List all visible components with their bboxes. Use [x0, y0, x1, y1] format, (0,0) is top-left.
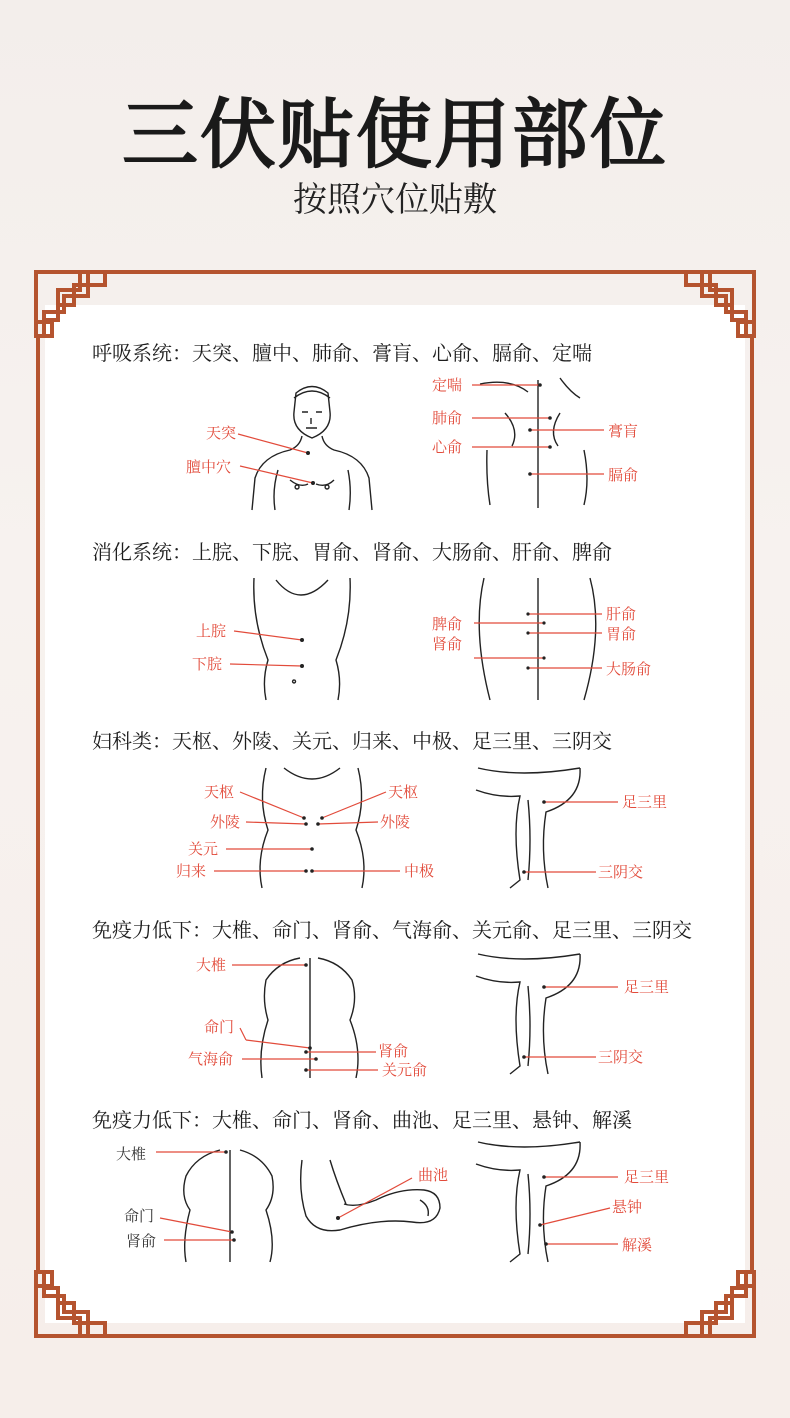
label-shenshu-2: 肾俞: [378, 1042, 409, 1060]
label-guanyuanshu: 关元俞: [382, 1061, 428, 1079]
label-shangwan: 上脘: [196, 622, 227, 640]
label-mingmen-2: 命门: [124, 1207, 155, 1225]
label-mingmen-1: 命门: [204, 1018, 235, 1036]
label-dazhui-1: 大椎: [196, 956, 227, 974]
label-tianshu-right: 天枢: [388, 783, 419, 801]
label-xiawan: 下脘: [192, 655, 223, 673]
section-heading-respiratory: 呼吸系统：天突、膻中、肺俞、膏肓、心俞、膈俞、定喘: [92, 341, 592, 365]
label-zusanli-2: 足三里: [624, 978, 670, 996]
label-xinshu: 心俞: [432, 438, 463, 456]
label-pishu: 脾俞: [432, 615, 463, 633]
label-ganshu: 肝俞: [606, 605, 637, 623]
section-heading-digestive: 消化系统：上脘、下脘、胃俞、肾俞、大肠俞、肝俞、脾俞: [92, 540, 612, 564]
label-tianshu-left: 天枢: [204, 783, 235, 801]
page-title: 三伏贴使用部位: [122, 90, 668, 179]
label-shenshu-3: 肾俞: [126, 1232, 157, 1250]
label-guanyuan: 关元: [188, 840, 219, 858]
label-zusanli-3: 足三里: [624, 1168, 670, 1186]
label-geshu: 膈俞: [608, 466, 639, 484]
section-heading-gynecology: 妇科类：天枢、外陵、关元、归来、中极、足三里、三阴交: [92, 729, 612, 753]
label-tiantu: 天突: [206, 424, 237, 442]
label-gaohuang: 膏肓: [608, 422, 639, 440]
label-shenshu: 肾俞: [432, 635, 463, 653]
section-heading-immunity-2: 免疫力低下：大椎、命门、肾俞、曲池、足三里、悬钟、解溪: [92, 1108, 632, 1132]
label-danzhong: 膻中穴: [186, 458, 232, 476]
label-quchi: 曲池: [418, 1166, 449, 1184]
label-wailing-right: 外陵: [380, 813, 411, 831]
label-dachangshu: 大肠俞: [606, 660, 652, 678]
label-feishu: 肺俞: [432, 409, 463, 427]
label-guilai: 归来: [176, 862, 207, 880]
page-subtitle: 按照穴位贴敷: [293, 180, 497, 220]
label-xuanzhong: 悬钟: [612, 1198, 643, 1216]
label-dazhui-2: 大椎: [116, 1145, 147, 1163]
section-heading-immunity-1: 免疫力低下：大椎、命门、肾俞、气海俞、关元俞、足三里、三阴交: [92, 918, 692, 942]
label-weishu: 胃俞: [606, 625, 637, 643]
label-jiexi: 解溪: [622, 1236, 653, 1254]
label-sanyinjiao-2: 三阴交: [598, 1048, 644, 1066]
label-wailing-left: 外陵: [210, 813, 241, 831]
label-qihaishu: 气海俞: [188, 1050, 234, 1068]
label-dingchuan: 定喘: [432, 376, 463, 394]
label-zusanli-1: 足三里: [622, 793, 668, 811]
label-zhongji: 中极: [404, 862, 435, 880]
label-sanyinjiao-1: 三阴交: [598, 863, 644, 881]
